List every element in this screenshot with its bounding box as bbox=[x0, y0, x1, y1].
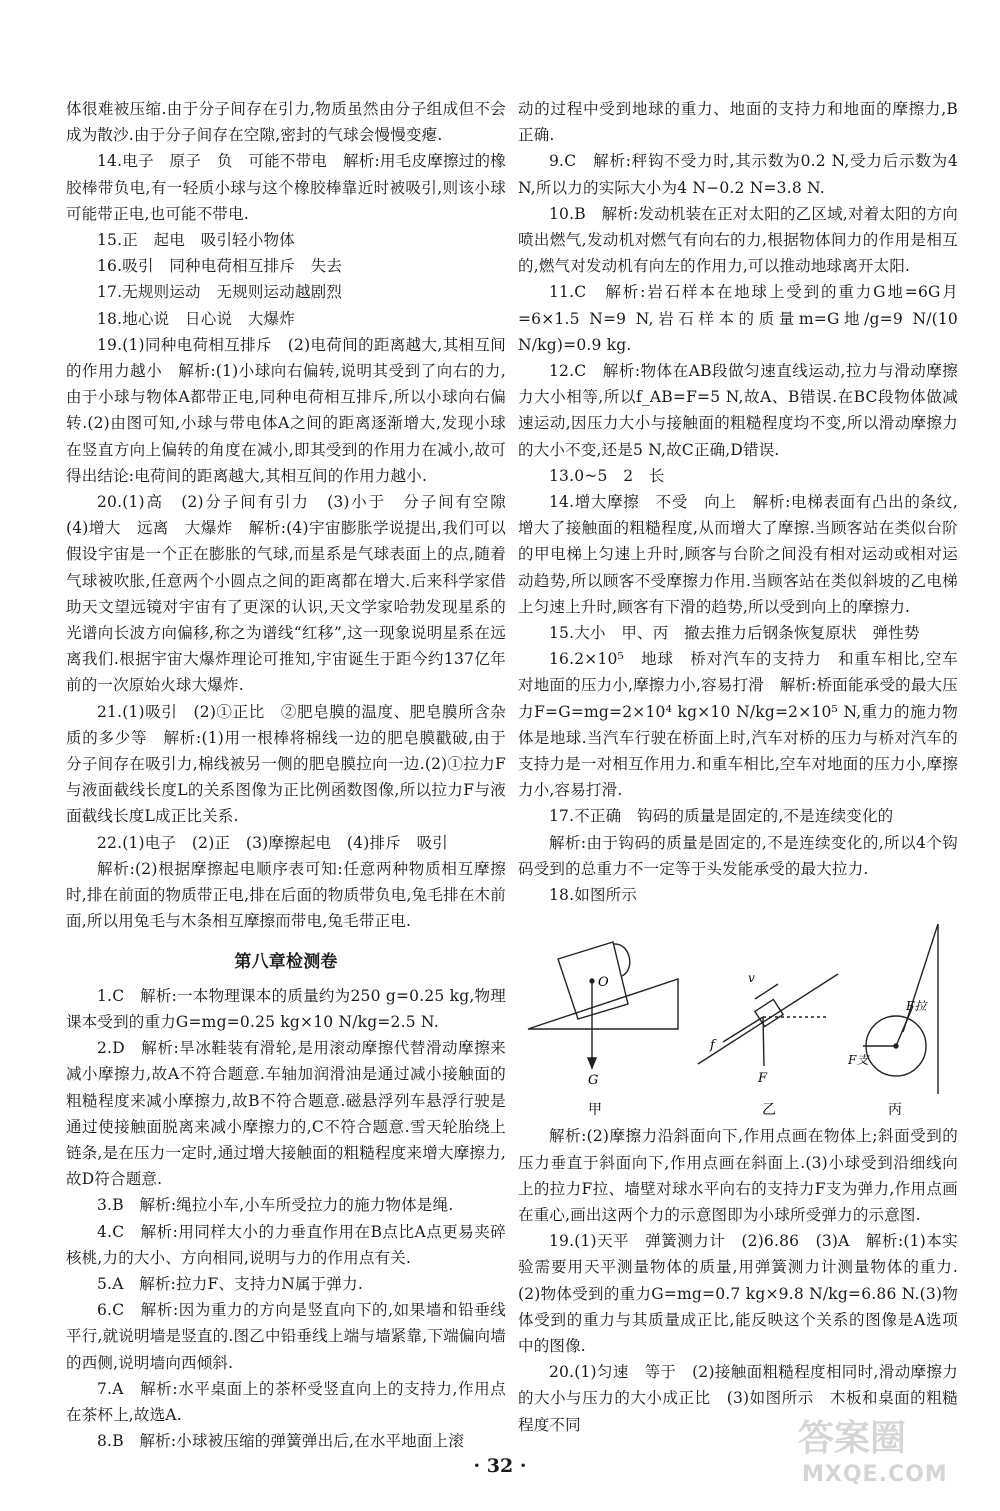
answer-14: 14.电子 原子 负 可能不带电 解析:用毛皮摩擦过的橡胶棒带负电,有一轻质小球与这个橡胶棒靠近时被吸引,则该小球可能带正电,也可能不带电. bbox=[66, 152, 506, 223]
answer-ch8-15: 15.大小 甲、丙 撤去推力后钢条恢复原状 弹性势 bbox=[549, 624, 920, 643]
answer-ch8-3: 3.B 解析:绳拉小车,小车所受拉力的施力物体是绳. bbox=[97, 1196, 454, 1215]
answer-18: 18.地心说 日心说 大爆炸 bbox=[97, 309, 295, 328]
force-diagram-figure bbox=[518, 914, 958, 1119]
answer-21: 21.(1)吸引 (2)①正比 ②肥皂膜的温度、肥皂膜所含杂质的多少等 解析:(1)用一根棒将棉线一边的肥皂膜戳破,由于分子间存在吸引力,棉线被另一侧的肥皂膜拉向一边.(2)①拉力F与液面截线长度L的关系图像为正比例函数图像,所以拉力F与液面截线长度L成正比关系. bbox=[66, 702, 506, 826]
label-F-la: F拉 bbox=[906, 999, 927, 1014]
label-bing: 丙 bbox=[888, 1102, 903, 1119]
left-column bbox=[66, 96, 522, 1454]
cup-handle bbox=[613, 944, 630, 976]
answer-ch8-7: 7.A 解析:水平桌面上的茶杯受竖直向上的支持力,作用点在茶杯上,故选A. bbox=[66, 1379, 506, 1424]
answer-19: 19.(1)同种电荷相互排斥 (2)电荷间的距离越大,其相互间的作用力越小 解析:(1)小球向右偏转,说明其受到了向右的力,由于小球与物体A都带正电,同种电荷相互排斥,所以小球向右偏转.(2)由图可知,小球与带电体A之间的距离逐渐增大,发现小球在竖直方向上偏转的角度在减小,即其受到的作用力在减小,故可得出结论:电荷间的距离越大,其相互间的作用力越小. bbox=[66, 335, 506, 485]
answer-ch8-17-analysis: 解析:由于钩码的质量是固定的,不是连续变化的,所以4个钩码受到的总重力不一定等于头发能承受的最大拉力. bbox=[518, 833, 958, 878]
answer-paragraph: 体很难被压缩.由于分子间存在引力,物质虽然由分子组成但不会成为散沙.由于分子间存在空隙,密封的气球会慢慢变瘪. bbox=[66, 100, 506, 145]
watermark-logo bbox=[792, 1406, 982, 1491]
watermark-url: MXQE.COM bbox=[802, 1462, 948, 1487]
answer-ch8-6: 6.C 解析:因为重力的方向是竖直向下的,如果墙和铅垂线平行,就说明墙是竖直的.图乙中铅垂线上端与墙紧靠,下端偏向墙的西侧,说明墙向西倾斜. bbox=[66, 1301, 506, 1372]
answer-22: 22.(1)电子 (2)正 (3)摩擦起电 (4)排斥 吸引 bbox=[97, 833, 448, 852]
answer-20: 20.(1)高 (2)分子间有引力 (3)小于 分子间有空隙 (4)增大 远离 大爆炸 解析:(4)宇宙膨胀学说提出,我们可以假设宇宙是一个正在膨胀的气球,而星系是气球表面上的点,随着气球被吹胀,任意两个小圆点之间的距离都在增大.后来科学家借助天文望远镜对宇宙有了更深的认识,天文学家哈勃发现星系的光谱向长波方向偏移,称之为谱线“红移”,这一现象说明星系在远离我们.根据宇宙大爆炸理论可推知,宇宙诞生于距今约137亿年前的一次原始火球大爆炸. bbox=[66, 493, 522, 695]
answer-15: 15.正 起电 吸引轻小物体 bbox=[97, 231, 295, 250]
answer-ch8-13: 13.0~5 2 长 bbox=[549, 466, 665, 485]
velocity-arrow bbox=[755, 984, 778, 999]
answer-17: 17.无规则运动 无规则运动越剧烈 bbox=[97, 283, 343, 302]
answer-ch8-14: 14.增大摩擦 不受 向上 解析:电梯表面有凸出的条纹,增大了接触面的粗糙程度,从而增大了摩擦.当顾客站在类似台阶的甲电梯上匀速上升时,顾客与台阶之间没有相对运动或相对运动趋势,所以顾客不受摩擦力作用.当顾客站在类似斜坡的乙电梯上匀速上升时,顾客有下滑的趋势,所以受到向上的摩擦力. bbox=[518, 493, 958, 616]
label-F: F bbox=[758, 1071, 768, 1087]
label-O: O bbox=[598, 975, 609, 991]
answer-ch8-19: 19.(1)天平 弹簧测力计 (2)6.86 (3)A 解析:(1)本实验需要用天平测量物体的质量,用弹簧测力计测量物体的重力.(2)物体受到的重力G=mg=0.7 kg×9.8 N/kg=6.86 N.(3)物体受到的重力与其质量成正比,能反映这个关系的图像是A选项中的图像. bbox=[518, 1232, 958, 1355]
answer-ch8-18-analysis: 解析:(2)摩擦力沿斜面向下,作用点画在物体上;斜面受到的压力垂直于斜面向下,作用点画在斜面上.(3)小球受到沿细线向上的拉力F拉、墙壁对球水平向右的支持力F支为弹力,作用点画在重心,画出这两个力的示意图即为小球所受弹力的示意图. bbox=[518, 1127, 958, 1224]
answer-ch8-1: 1.C 解析:一本物理课本的质量约为250 g=0.25 kg,物理课本受到的重力G=mg=0.25 kg×10 N/kg=2.5 N. bbox=[66, 986, 506, 1031]
watermark-text: 答案圈 bbox=[798, 1418, 907, 1459]
diagram-yi bbox=[698, 974, 838, 1066]
answer-ch8-8: 8.B 解析:小球被压缩的弹簧弹出后,在水平地面上滚 bbox=[97, 1432, 465, 1451]
incline-yi bbox=[698, 974, 838, 1064]
answer-ch8-5: 5.A 解析:拉力F、支持力N属于弹力. bbox=[97, 1274, 363, 1293]
answer-ch8-9: 9.C 解析:秤钩不受力时,其示数为0.2 N,受力后示数为4 N,所以力的实际大小为4 N−0.2 N=3.8 N. bbox=[518, 152, 958, 197]
diagram-bing bbox=[863, 924, 938, 1094]
label-jia: 甲 bbox=[588, 1102, 603, 1119]
answer-ch8-20: 20.(1)匀速 等于 (2)接触面粗糙程度相同时,滑动摩擦力的大小与压力的大小成正比 (3)如图所示 木板和桌面的粗糙程度不同 bbox=[518, 1363, 958, 1434]
label-v: v bbox=[748, 971, 755, 986]
label-G: G bbox=[588, 1073, 599, 1089]
label-yi: 乙 bbox=[762, 1102, 777, 1119]
answer-ch8-8-cont: 动的过程中受到地球的重力、地面的支持力和地面的摩擦力,B正确. bbox=[518, 100, 958, 145]
pressure-arrow bbox=[763, 1017, 764, 1066]
answer-ch8-16: 16.2×10⁵ 地球 桥对汽车的支持力 和重车相比,空车对地面的压力小,摩擦力小,容易打滑 解析:桥面能承受的最大压力F=G=mg=2×10⁴ kg×10 N/kg=2×10⁵ N,重力的施力物体是地球.当汽车行驶在桥面上时,汽车对桥的压力与桥对汽车的支持力是一对相互作用力.和重车相比,空车对地面的压力小,摩擦力小,容易打滑. bbox=[518, 650, 958, 800]
block bbox=[755, 1000, 783, 1027]
diagram-jia bbox=[528, 942, 678, 1068]
answer-22-analysis: 解析:(2)根据摩擦起电顺序表可知:任意两种物质相互摩擦时,排在前面的物质带正电,排在后面的物质带负电,兔毛排在木前面,所以用兔毛与木条相互摩擦而带电,兔毛带正电. bbox=[66, 859, 506, 931]
arrow-head bbox=[588, 1058, 596, 1068]
answer-ch8-4: 4.C 解析:用同样大小的力垂直作用在B点比A点更易夹碎核桃,力的大小、方向相同,说明与力的作用点有关. bbox=[66, 1222, 506, 1267]
friction-arrow bbox=[723, 1017, 763, 1042]
answer-ch8-17: 17.不正确 钩码的质量是固定的,不是连续变化的 bbox=[549, 807, 894, 826]
page-number: · 32 · bbox=[473, 1455, 527, 1477]
answer-ch8-18: 18.如图所示 bbox=[549, 886, 638, 905]
answer-ch8-12: 12.C 解析:物体在AB段做匀速直线运动,拉力与滑动摩擦力大小相等,所以f_AB=F=5 N,故A、B错误.在BC段物体做减速运动,因压力大小与接触面的粗糙程度均不变,所以滑动摩擦力的大小不变,还是5 N,故C正确,D错误. bbox=[518, 362, 958, 459]
section-title: 第八章检测卷 bbox=[234, 951, 338, 972]
right-column bbox=[518, 96, 958, 1438]
answer-ch8-2: 2.D 解析:旱冰鞋装有滑轮,是用滚动摩擦代替滑动摩擦来减小摩擦力,故A不符合题意.车轴加润滑油是通过减小接触面的粗糙程度来减小摩擦力,故B不符合题意.磁悬浮列车悬浮行驶是通过使接触面脱离来减小摩擦力的,C不符合题意.雪天轮胎绕上链条,是在压力一定时,通过增大接触面的粗糙程度来增大摩擦力,故D符合题意. bbox=[66, 1039, 506, 1189]
answer-ch8-10: 10.B 解析:发动机装在正对太阳的乙区域,对着太阳的方向喷出燃气,发动机对燃气有向右的力,根据物体间力的作用是相互的,燃气对发动机有向左的作用力,可以推动地球离开太阳. bbox=[518, 204, 958, 276]
answer-16: 16.吸引 同种电荷相互排斥 失去 bbox=[97, 257, 343, 276]
label-F-zhi: F支 bbox=[848, 1053, 869, 1068]
answer-ch8-11: 11.C 解析:岩石样本在地球上受到的重力G地=6G月=6×1.5 N=9 N,岩石样本的质量m=G地/g=9 N/(10 N/kg)=0.9 kg. bbox=[518, 283, 958, 354]
label-f: f bbox=[710, 1038, 716, 1054]
force-diagrams bbox=[518, 914, 958, 1119]
